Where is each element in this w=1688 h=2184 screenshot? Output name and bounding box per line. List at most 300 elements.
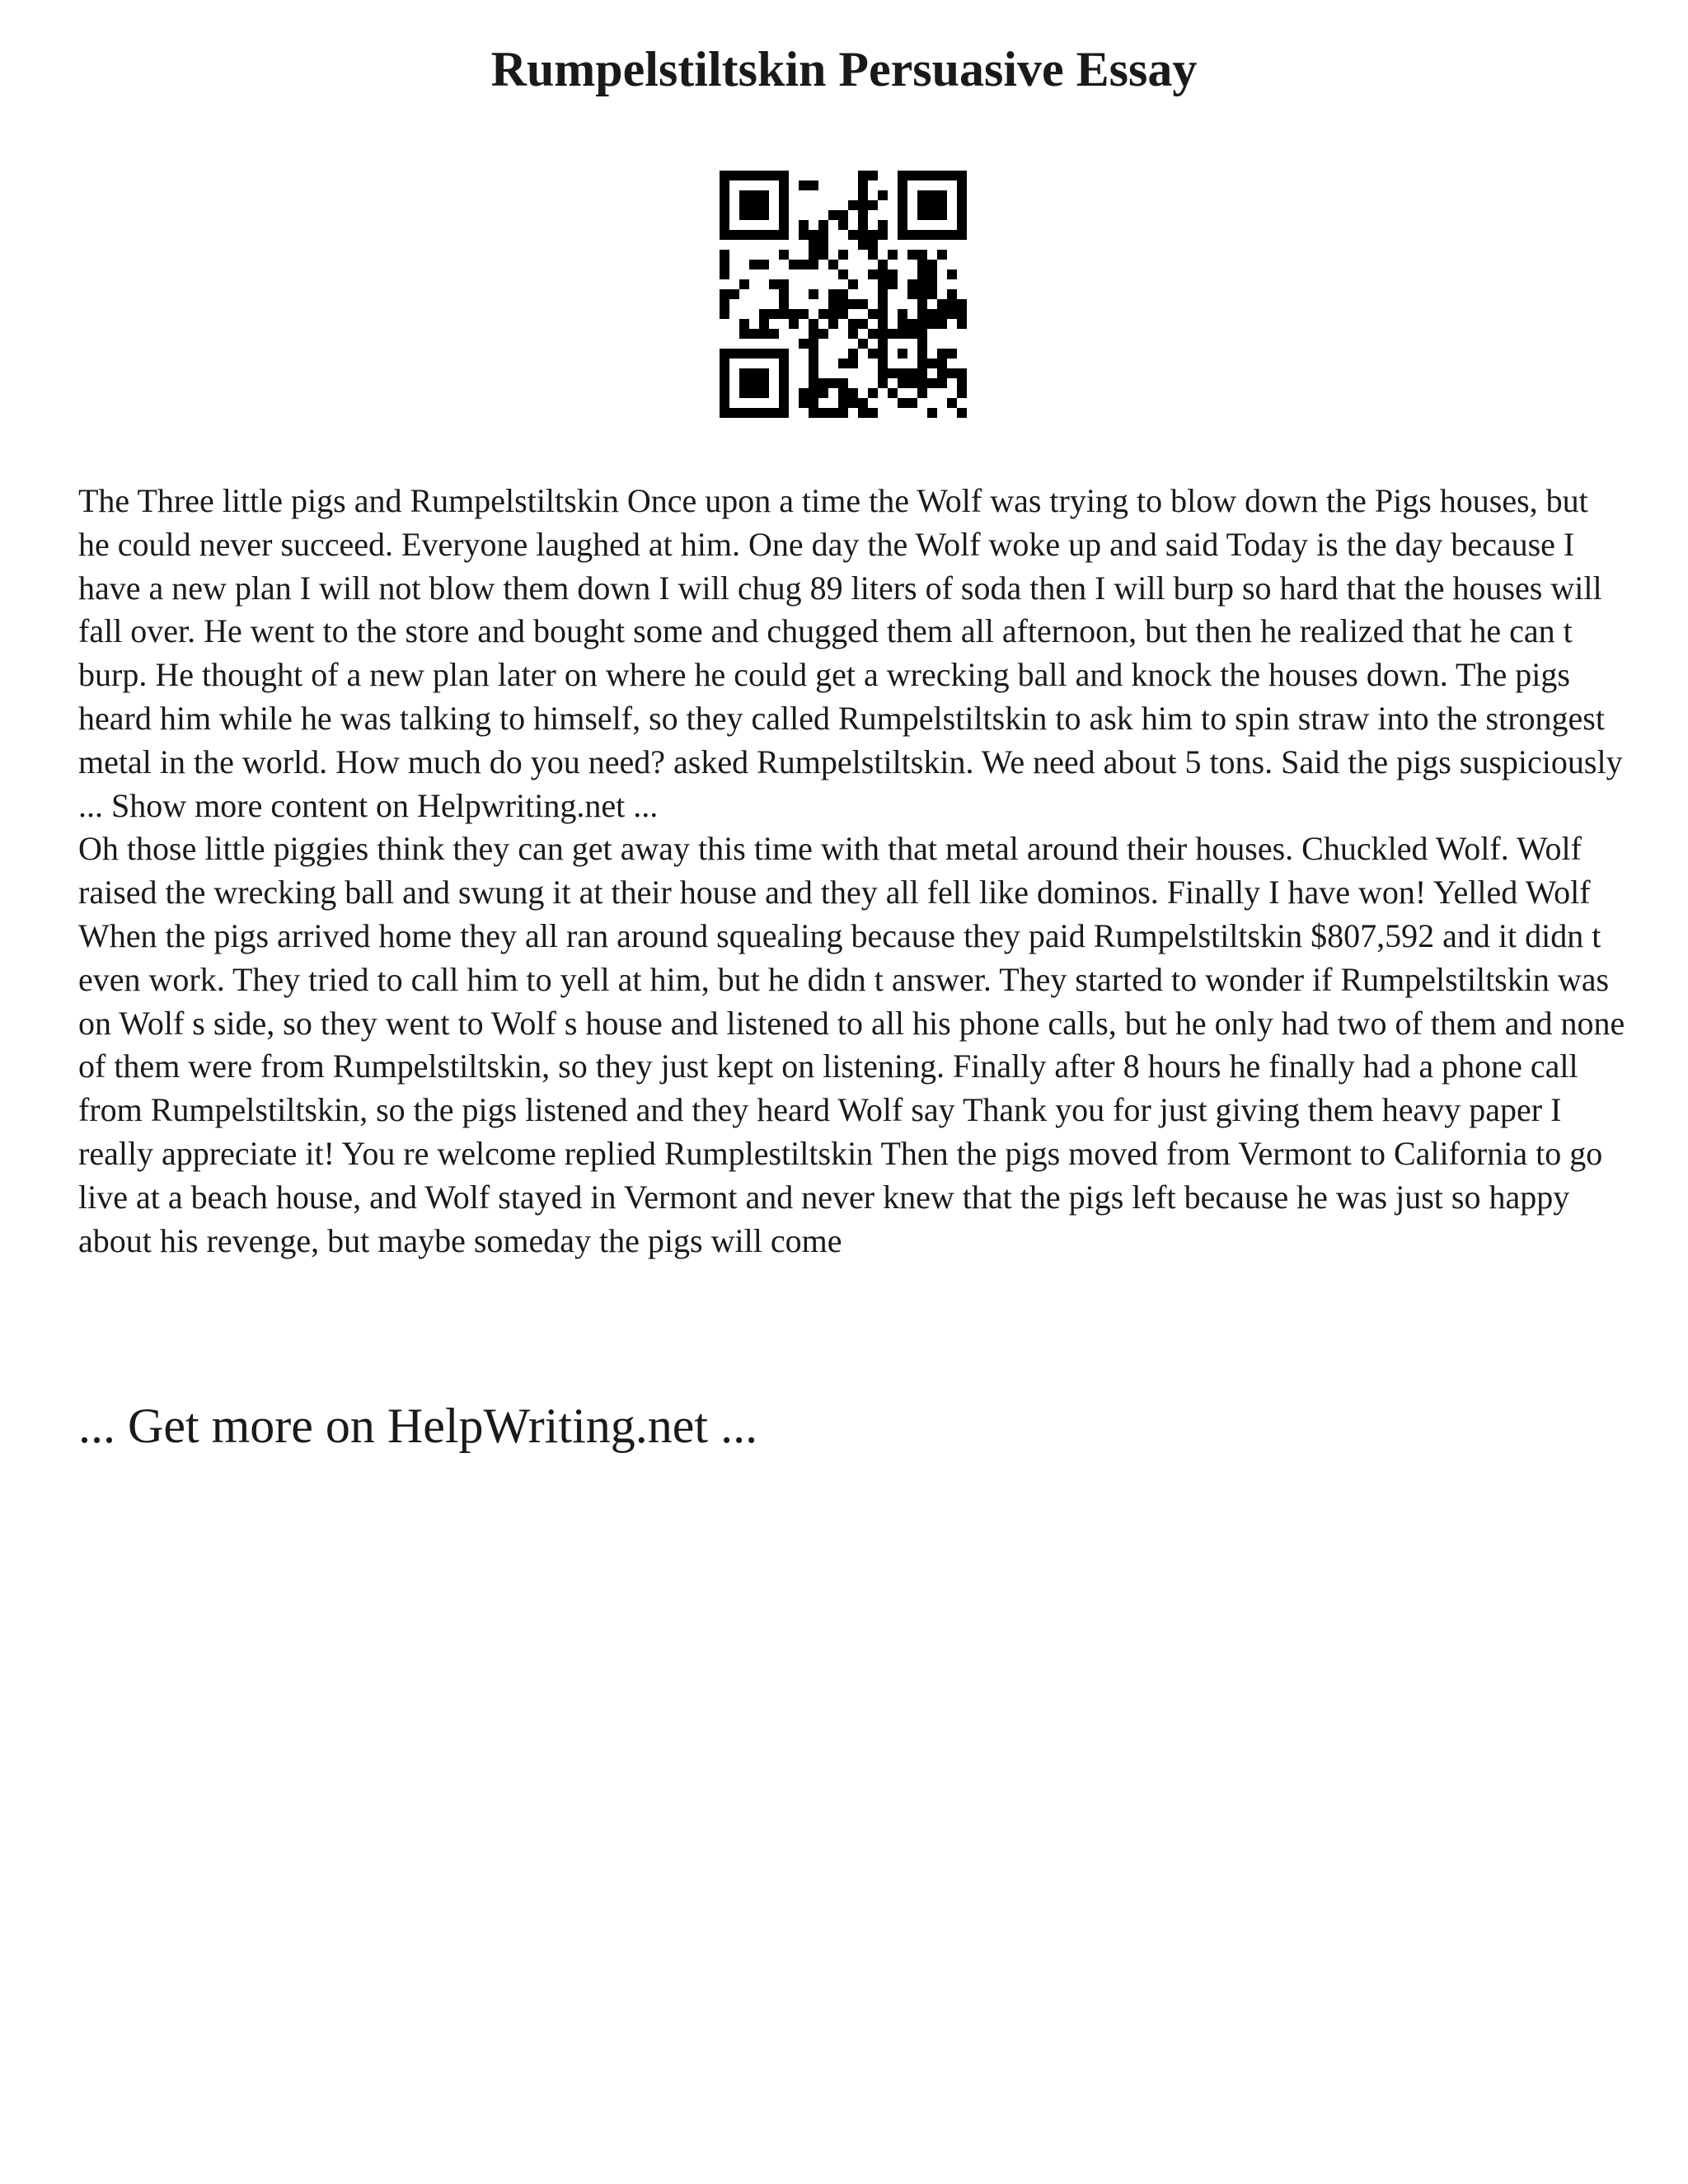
qr-module (957, 309, 967, 319)
qr-module (720, 220, 729, 230)
qr-module (739, 200, 749, 210)
qr-module (848, 398, 858, 408)
qr-module (809, 378, 818, 388)
qr-module (809, 329, 818, 339)
qr-module (838, 388, 848, 398)
qr-module (838, 289, 848, 299)
qr-module (917, 171, 927, 180)
qr-module (809, 180, 818, 190)
qr-module (720, 309, 729, 319)
qr-module (818, 378, 828, 388)
qr-module (799, 220, 809, 230)
qr-module (937, 309, 947, 319)
qr-module (947, 230, 957, 240)
qr-module (828, 408, 838, 418)
qr-module (749, 388, 759, 398)
qr-module (809, 319, 818, 329)
qr-module (799, 260, 809, 269)
qr-module (858, 180, 868, 190)
qr-module (898, 398, 907, 408)
qr-module (937, 190, 947, 200)
qr-module (898, 180, 907, 190)
qr-module (947, 398, 957, 408)
qr-module (838, 398, 848, 408)
qr-module (907, 171, 917, 180)
qr-module (779, 289, 789, 299)
qr-module (947, 171, 957, 180)
qr-module (858, 408, 868, 418)
qr-module (937, 171, 947, 180)
qr-module (749, 368, 759, 378)
qr-module (957, 200, 967, 210)
qr-module (749, 260, 759, 269)
qr-module (937, 299, 947, 309)
qr-module (927, 260, 937, 269)
qr-module (848, 200, 858, 210)
qr-module (957, 299, 967, 309)
qr-module (779, 309, 789, 319)
qr-module (779, 171, 789, 180)
qr-module (759, 378, 769, 388)
qr-module (809, 349, 818, 359)
qr-module (917, 378, 927, 388)
qr-module (927, 210, 937, 220)
qr-module (927, 408, 937, 418)
qr-module (720, 378, 729, 388)
qr-module (927, 171, 937, 180)
qr-module (838, 269, 848, 279)
qr-module (937, 250, 947, 260)
qr-module (779, 230, 789, 240)
qr-module (759, 388, 769, 398)
qr-module (888, 329, 898, 339)
qr-module (749, 190, 759, 200)
qr-module (838, 408, 848, 418)
qr-module (848, 329, 858, 339)
qr-module (720, 171, 729, 180)
qr-module (818, 388, 828, 398)
qr-module (878, 260, 888, 269)
qr-module (878, 299, 888, 309)
qr-module (809, 368, 818, 378)
qr-module (759, 349, 769, 359)
qr-module (957, 378, 967, 388)
qr-module (720, 349, 729, 359)
qr-module (729, 289, 739, 299)
qr-module (809, 260, 818, 269)
qr-module (828, 289, 838, 299)
qr-module (759, 260, 769, 269)
qr-module (888, 269, 898, 279)
qr-module (937, 349, 947, 359)
qr-module (858, 240, 868, 250)
qr-module (917, 230, 927, 240)
qr-module (779, 250, 789, 260)
qr-module (898, 190, 907, 200)
qr-module (907, 250, 917, 260)
qr-module (858, 190, 868, 200)
qr-module (868, 171, 878, 180)
qr-module (779, 279, 789, 289)
qr-module (927, 309, 937, 319)
qr-module (858, 319, 868, 329)
qr-module (927, 190, 937, 200)
qr-module (779, 299, 789, 309)
qr-module (769, 309, 779, 319)
qr-module (937, 368, 947, 378)
qr-module (917, 339, 927, 349)
qr-module (868, 250, 878, 260)
qr-module (809, 230, 818, 240)
qr-module (917, 279, 927, 289)
qr-module (779, 220, 789, 230)
qr-module (779, 210, 789, 220)
qr-module (799, 309, 809, 319)
qr-module (947, 269, 957, 279)
qr-module (888, 250, 898, 260)
qr-module (739, 319, 749, 329)
qr-module (937, 359, 947, 368)
qr-module (739, 279, 749, 289)
qr-module (799, 398, 809, 408)
qr-module (868, 329, 878, 339)
qr-module (898, 309, 907, 319)
qr-module (898, 200, 907, 210)
qr-module (838, 210, 848, 220)
qr-code-graphic (720, 171, 967, 418)
qr-module (809, 339, 818, 349)
qr-module (848, 299, 858, 309)
qr-module (907, 319, 917, 329)
qr-module (868, 230, 878, 240)
qr-module (878, 319, 888, 329)
qr-module (818, 329, 828, 339)
qr-module (739, 408, 749, 418)
qr-module (799, 230, 809, 240)
qr-module (907, 378, 917, 388)
qr-module (907, 289, 917, 299)
qr-module (759, 408, 769, 418)
qr-module (878, 190, 888, 200)
qr-module (927, 359, 937, 368)
qr-module (809, 398, 818, 408)
qr-module (720, 200, 729, 210)
qr-module (868, 309, 878, 319)
page-title: Rumpelstiltskin Persuasive Essay (490, 42, 1198, 96)
qr-module (749, 378, 759, 388)
essay-paragraph: Oh those little piggies think they can get away this time with that metal around their houses. Chuckled Wolf. Wolf raised the wrecking ball and swung it at their house and they all fell like dominos. Finally I have won! Yelled Wolf When the pigs arrived home they all ran around squealing because they paid Rumpelstiltskin $807,592 and it didn t even work. They tried to call him to yell at him, but he didn t answer. They started to wonder if Rumpelstiltskin was on Wolf s side, so they went to Wolf s house and listened to all his phone calls, but he only had two of them and none of them were from Rumpelstiltskin, so they just kept on listening. Finally after 8 hours he finally had a phone call from Rumpelstiltskin, so the pigs listened and they heard Wolf say Thank you for just giving them heavy paper I really appreciate it! You re welcome replied Rumplestiltskin Then the pigs moved from Vermont to California to go live at a beach house, and Wolf stayed in Vermont and never knew that the pigs left because he was just so happy about his revenge, but maybe someday the pigs will come (78, 830, 1625, 1259)
qr-module (878, 349, 888, 359)
qr-module (720, 289, 729, 299)
qr-module (729, 408, 739, 418)
qr-module (720, 190, 729, 200)
qr-module (898, 378, 907, 388)
qr-module (947, 289, 957, 299)
qr-module (720, 368, 729, 378)
essay-body (78, 480, 1626, 1263)
qr-module (720, 359, 729, 368)
qr-module (917, 250, 927, 260)
qr-module (759, 329, 769, 339)
qr-module (759, 171, 769, 180)
qr-module (739, 388, 749, 398)
qr-module (720, 388, 729, 398)
qr-module (720, 408, 729, 418)
qr-module (769, 171, 779, 180)
qr-module (907, 329, 917, 339)
qr-module (838, 359, 848, 368)
qr-module (898, 329, 907, 339)
qr-module (898, 220, 907, 230)
qr-module (759, 190, 769, 200)
qr-module (927, 319, 937, 329)
qr-module (898, 368, 907, 378)
qr-module (739, 171, 749, 180)
qr-module (838, 250, 848, 260)
qr-module (937, 319, 947, 329)
qr-module (878, 289, 888, 299)
qr-module (907, 279, 917, 289)
qr-module (957, 408, 967, 418)
qr-module (868, 408, 878, 418)
qr-module (729, 349, 739, 359)
qr-module (809, 289, 818, 299)
qr-module (739, 349, 749, 359)
qr-module (720, 398, 729, 408)
qr-module (957, 190, 967, 200)
qr-module (917, 359, 927, 368)
qr-module (927, 269, 937, 279)
qr-module (917, 299, 927, 309)
qr-module (878, 279, 888, 289)
qr-module (858, 299, 868, 309)
get-more-link[interactable]: ... Get more on HelpWriting.net ... (78, 1399, 758, 1453)
qr-module (898, 319, 907, 329)
qr-module (947, 299, 957, 309)
qr-module (927, 289, 937, 299)
qr-module (779, 349, 789, 359)
qr-module (878, 230, 888, 240)
qr-module (858, 230, 868, 240)
qr-module (937, 378, 947, 388)
qr-module (917, 368, 927, 378)
qr-module (818, 230, 828, 240)
qr-module (759, 230, 769, 240)
qr-module (957, 210, 967, 220)
qr-module (720, 180, 729, 190)
qr-module (927, 378, 937, 388)
qr-module (917, 349, 927, 359)
qr-module (720, 260, 729, 269)
qr-module (957, 388, 967, 398)
qr-module (729, 171, 739, 180)
qr-module (848, 349, 858, 359)
qr-module (888, 279, 898, 289)
qr-module (937, 200, 947, 210)
qr-module (759, 319, 769, 329)
qr-module (848, 319, 858, 329)
qr-module (799, 388, 809, 398)
qr-module (868, 240, 878, 250)
qr-module (917, 319, 927, 329)
qr-module (759, 309, 769, 319)
qr-module (749, 200, 759, 210)
qr-module (779, 190, 789, 200)
qr-module (739, 329, 749, 339)
qr-module (739, 210, 749, 220)
qr-module (779, 398, 789, 408)
qr-module (739, 230, 749, 240)
qr-module (858, 339, 868, 349)
qr-module (898, 171, 907, 180)
qr-module (917, 309, 927, 319)
qr-module (917, 329, 927, 339)
qr-module (720, 299, 729, 309)
qr-module (720, 230, 729, 240)
qr-module (759, 200, 769, 210)
qr-module (937, 210, 947, 220)
qr-module (957, 319, 967, 329)
qr-module (789, 309, 799, 319)
qr-module (739, 190, 749, 200)
qr-module (947, 309, 957, 319)
qr-module (868, 200, 878, 210)
qr-module (907, 398, 917, 408)
qr-module (838, 378, 848, 388)
qr-module (749, 329, 759, 339)
qr-module (749, 171, 759, 180)
qr-module (957, 230, 967, 240)
qr-module (858, 220, 868, 230)
qr-module (898, 210, 907, 220)
qr-module (917, 269, 927, 279)
qr-module (828, 319, 838, 329)
qr-module (878, 359, 888, 368)
qr-module (818, 309, 828, 319)
qr-module (957, 220, 967, 230)
qr-module (828, 210, 838, 220)
qr-module (759, 210, 769, 220)
qr-module (818, 408, 828, 418)
qr-module (848, 279, 858, 289)
qr-module (838, 220, 848, 230)
qr-module (838, 309, 848, 319)
qr-module (898, 230, 907, 240)
qr-module (858, 200, 868, 210)
qr-module (878, 220, 888, 230)
qr-module (848, 388, 858, 398)
qr-module (809, 359, 818, 368)
qr-module (779, 200, 789, 210)
qr-module (878, 269, 888, 279)
qr-module (818, 220, 828, 230)
qr-code-icon (720, 171, 967, 418)
qr-module (779, 378, 789, 388)
qr-module (779, 368, 789, 378)
qr-module (749, 349, 759, 359)
qr-module (739, 368, 749, 378)
qr-module (858, 210, 868, 220)
qr-module (720, 250, 729, 260)
qr-module (868, 388, 878, 398)
qr-module (838, 299, 848, 309)
qr-module (917, 210, 927, 220)
qr-module (898, 349, 907, 359)
qr-module (779, 388, 789, 398)
qr-module (937, 230, 947, 240)
qr-module (878, 309, 888, 319)
qr-module (769, 279, 779, 289)
qr-module (809, 408, 818, 418)
qr-module (878, 339, 888, 349)
qr-module (927, 200, 937, 210)
qr-module (769, 230, 779, 240)
qr-module (957, 171, 967, 180)
qr-module (779, 180, 789, 190)
qr-module (729, 230, 739, 240)
qr-module (927, 230, 937, 240)
qr-module (858, 398, 868, 408)
qr-module (868, 269, 878, 279)
qr-module (779, 408, 789, 418)
qr-module (947, 368, 957, 378)
qr-module (789, 319, 799, 329)
qr-module (749, 408, 759, 418)
qr-module (789, 260, 799, 269)
qr-module (749, 210, 759, 220)
qr-module (858, 171, 868, 180)
qr-module (878, 378, 888, 388)
qr-module (927, 279, 937, 289)
qr-module (907, 368, 917, 378)
qr-module (868, 349, 878, 359)
qr-module (957, 368, 967, 378)
qr-module (809, 388, 818, 398)
qr-module (888, 368, 898, 378)
qr-module (809, 250, 818, 260)
qr-module (917, 289, 927, 299)
qr-module (769, 329, 779, 339)
qr-module (828, 299, 838, 309)
qr-module (739, 378, 749, 388)
qr-module (779, 359, 789, 368)
qr-module (799, 180, 809, 190)
qr-module (828, 378, 838, 388)
qr-module (878, 329, 888, 339)
essay-paragraph: The Three little pigs and Rumpelstiltskin Once upon a time the Wolf was trying to blow down the Pigs houses, but he could never succeed. Everyone laughed at him. One day the Wolf woke up and said Today is the day because I have a new plan I will not blow them down I will chug 89 liters of soda then I will burp so hard that the houses will fall over. He went to the store and bought some and chugged them all afternoon, but then he realized that he can t burp. He thought of a new plan later on where he could get a wrecking ball and knock the houses down. The pigs heard him while he was talking to himself, so they called Rumpelstiltskin to ask him to spin straw into the strongest metal in the world. How much do you need? asked Rumpelstiltskin. We need about 5 tons. Said the pigs suspiciously ... Show more content on Helpwriting.net ... (78, 482, 1623, 824)
qr-module (947, 349, 957, 359)
qr-module (769, 408, 779, 418)
qr-module (917, 200, 927, 210)
qr-module (907, 230, 917, 240)
qr-module (957, 180, 967, 190)
qr-module (720, 210, 729, 220)
qr-module (878, 368, 888, 378)
qr-module (759, 368, 769, 378)
qr-module (749, 230, 759, 240)
qr-module (818, 250, 828, 260)
qr-module (828, 309, 838, 319)
qr-module (917, 388, 927, 398)
qr-module (720, 269, 729, 279)
qr-module (809, 240, 818, 250)
qr-module (848, 230, 858, 240)
qr-module (917, 190, 927, 200)
qr-module (888, 388, 898, 398)
qr-module (917, 260, 927, 269)
qr-module (818, 240, 828, 250)
qr-module (769, 349, 779, 359)
